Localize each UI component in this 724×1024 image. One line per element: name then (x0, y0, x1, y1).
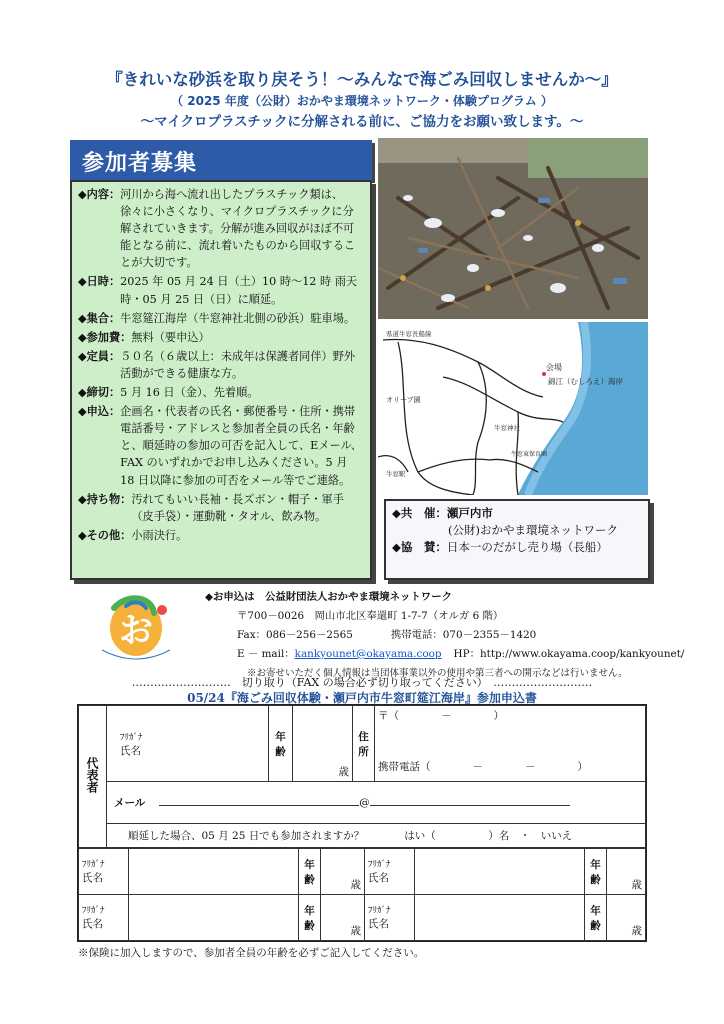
svg-text:お: お (119, 611, 153, 651)
rep-age-field[interactable]: 歳 (293, 706, 353, 782)
participant-name-field[interactable] (129, 895, 299, 941)
mobile-field[interactable]: 携帯電話（ － － ） (378, 761, 588, 773)
map-label-road: 県道牛窓長船線 (386, 330, 432, 338)
email-link[interactable]: kankyounet@okayama.coop (294, 648, 442, 660)
map-label-nursery: 牛窓東保育園 (511, 451, 548, 458)
sponsor-box (384, 499, 650, 580)
host-row: ◆共 催：瀬戸内市 (392, 506, 493, 520)
recruit-header: 参加者募集 (70, 140, 372, 180)
contact-address: 〒700－0026 岡山市北区奉還町 1-7-7（オルガ 6 階） (237, 610, 504, 622)
host-row-2: (公財)おかやま環境ネットワーク (448, 523, 618, 537)
info-other: ◆その他： 小雨決行。 (78, 527, 188, 542)
participant-age-field[interactable]: 歳 (321, 849, 365, 895)
participant-age-field[interactable]: 歳 (607, 849, 646, 895)
event-info-box (70, 180, 372, 580)
cut-line: ……………………… 切り取り（FAX の場合必ず切り取ってください） ……………………… (131, 676, 593, 689)
participant-name-field[interactable] (129, 849, 299, 895)
insurance-note: ※保険に加入しますので、参加者全員の年齢を必ずご記入してください。 (78, 947, 425, 959)
info-apply: ◆申込： 企画名・代表者の氏名・郵便番号・住所・携帯電話番号・アドレスと参加者全員の氏名・年齢と、順延時の参加の可否を記入して、Eメール、FAX のいずれかでお申し込みください。5 月 18 日以降に参加の可否をメール等でご連絡。 (78, 404, 362, 487)
contact-org: ◆お申込は 公益財団法人おかやま環境ネットワーク (205, 591, 452, 603)
okayama-network-logo (92, 588, 180, 664)
representative-label: 代表者 (85, 757, 99, 793)
privacy-note: ※お寄せいただく個人情報は当団体事業以外の使用や第三者への開示などは行いません。 (247, 668, 628, 679)
map-label-station: 牛窓駅 (386, 470, 406, 478)
participant-name-field[interactable] (415, 849, 585, 895)
venue-map (378, 322, 648, 495)
venue-marker-icon (542, 372, 546, 376)
participant-age-field[interactable]: 歳 (321, 895, 365, 941)
info-content: ◆内容： 河川から海へ流れ出したプラスチック類は、徐々に小さくなり、マイクロプラスチックに分解されていきます。分解が進み回収がほぼ不可能となる前に、流れ着いたものから回収することが大切です。 (78, 187, 356, 270)
participant-age-field[interactable]: 歳 (607, 895, 646, 941)
email-field[interactable]: メール @ (107, 782, 646, 824)
address-label: 住所 (358, 730, 369, 758)
info-capacity: ◆定員： ５０名（６歳以上：未成年は保護者同伴）野外活動ができる健康な方。 (78, 348, 356, 380)
map-label-olive: オリーブ園 (386, 396, 421, 404)
contact-phones: Fax：086－256－2565 携帯電話：070－2355－1420 (237, 629, 537, 641)
application-form (77, 704, 647, 942)
age-label: 年齢 (275, 730, 286, 758)
request-subtitle: ～マイクロプラスチックに分解される前に、ご協力をお願い致します。～ (140, 114, 584, 130)
contact-info (205, 588, 684, 683)
contact-online: E － mail：kankyounet@okayama.coop HP：http://www.okayama.coop/kankyounet/ (237, 648, 685, 660)
map-label-beach: 錦江（むしろえ）海岸 (548, 377, 623, 386)
map-label-shrine: 牛窓神社 (494, 424, 520, 432)
participant-row: ﾌﾘｶﾞﾅ 氏名 年齢 歳 ﾌﾘｶﾞﾅ 氏名 年齢 歳 (79, 895, 646, 941)
participant-name-field[interactable] (415, 895, 585, 941)
info-fee: ◆参加費： 無料（要申込） (78, 329, 210, 344)
participant-row: ﾌﾘｶﾞﾅ 氏名 年齢 歳 ﾌﾘｶﾞﾅ 氏名 年齢 歳 (79, 849, 646, 895)
support-row: ◆協 賛：日本一のだがし売り場（長船） (392, 540, 608, 554)
info-meeting: ◆集合： 牛窓筵江海岸（牛窓神社北側の砂浜）駐車場。 (78, 310, 356, 325)
rep-name-field[interactable]: ﾌﾘｶﾞﾅ 氏名 (107, 706, 269, 782)
beach-debris-photo (378, 138, 648, 319)
program-subtitle: （ 2025 年度（公財）おかやま環境ネットワーク・体験プログラム ） (171, 94, 553, 108)
postpone-field[interactable]: 順延した場合、05 月 25 日でも参加されますか？ はい（ ）名 ・ いいえ (107, 824, 646, 848)
map-label-venue: 会場 (546, 363, 562, 372)
info-date: ◆日時： 2025 年 05 月 24 日（土）10 時～12 時 雨天時・05 月 25 日（日）に順延。 (78, 274, 358, 306)
info-deadline: ◆締切： 5 月 16 日（金）、先着順。 (78, 385, 259, 400)
page-title: 『きれいな砂浜を取り戻そう！～みんなで海ごみ回収しませんか～』 (106, 70, 618, 89)
rep-address-field[interactable]: 〒（ － ） 携帯電話（ － － ） (375, 706, 646, 782)
info-belongings: ◆持ち物： 汚れてもいい長袖・長ズボン・帽子・軍手（皮手袋）・運動靴・タオル、飲み物。 (78, 491, 344, 523)
form-title: 05/24『海ごみ回収体験・瀬戸内市牛窓町筵江海岸』参加申込書 (187, 691, 537, 705)
homepage-link[interactable]: HP：http://www.okayama.coop/kankyounet/ (453, 648, 685, 660)
